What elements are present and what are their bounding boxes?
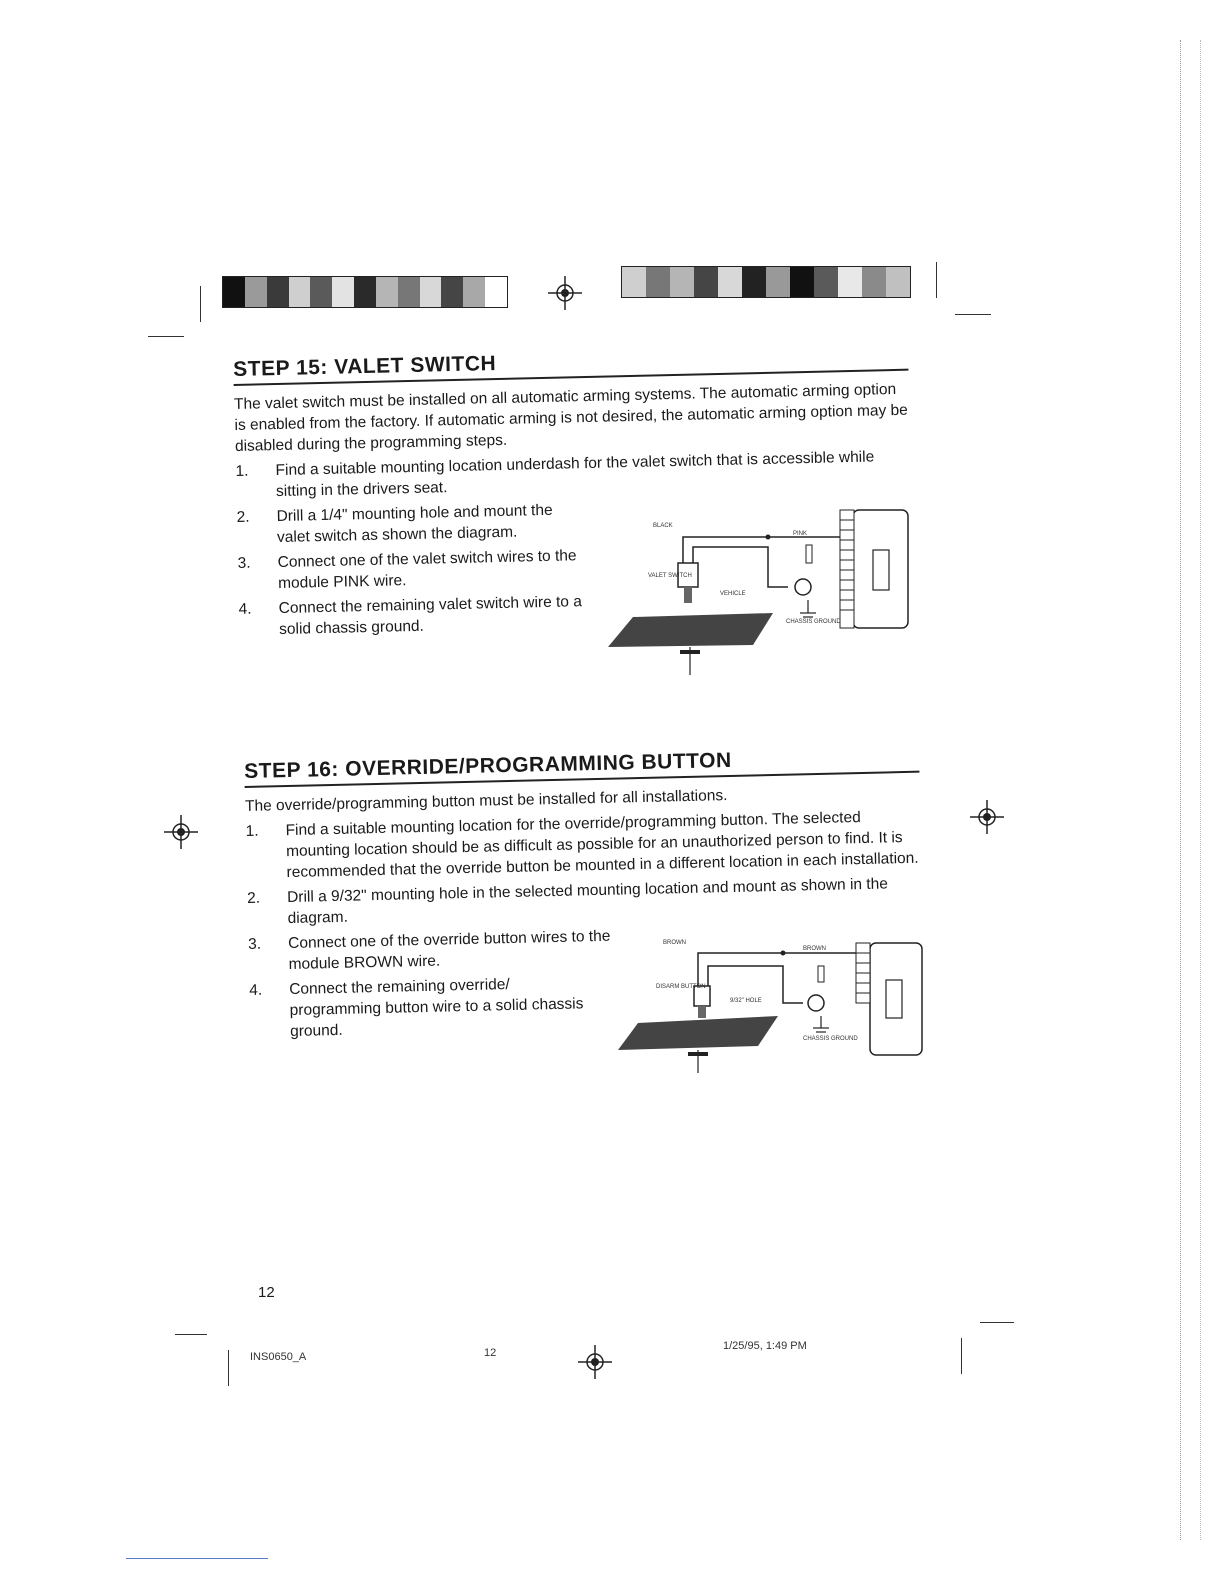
- crosshair-mark-bottom: [578, 1345, 612, 1379]
- ground-label: CHASSIS GROUND: [786, 619, 841, 625]
- step15-intro: The valet switch must be installed on all automatic arming systems. The automatic arming option is enabled from the factory. If automatic arming is not desired, the automatic arming option may be disabled during the programming steps.: [233, 380, 908, 455]
- color-swatch: [742, 267, 766, 297]
- color-swatch: [814, 267, 838, 297]
- page-edge-line: [1200, 40, 1202, 1540]
- step16-intro: The override/programming button must be installed for all installations.: [244, 787, 728, 815]
- registration-bar-right: [621, 266, 911, 298]
- list-item: 2. Drill a 1/4" mounting hole and mount the valet switch as shown the diagram.: [236, 501, 553, 547]
- crosshair-mark-top: [548, 276, 582, 310]
- step15-title: STEP 15: VALET SWITCH: [233, 343, 908, 386]
- list-item: 1. Find a suitable mounting location for the override/programming button. The selected mounting location should be as difficult as possible for an unauthorized person to find. It is recommended that the override button be mounted in a different location in each installation.: [245, 809, 919, 882]
- switch-label: VALET SWITCH: [648, 573, 692, 579]
- override-button-diagram: [618, 928, 928, 1078]
- color-swatch: [245, 277, 267, 307]
- color-swatch: [646, 267, 670, 297]
- color-swatch: [223, 277, 245, 307]
- color-swatch: [718, 267, 742, 297]
- crop-mark: [936, 262, 937, 298]
- bottom-rule: [126, 1558, 268, 1559]
- footer-date: 1/25/95, 1:49 PM: [723, 1340, 807, 1352]
- crop-mark: [200, 286, 201, 322]
- page-edge-line: [1180, 40, 1182, 1540]
- step16-title: STEP 16: OVERRIDE/PROGRAMMING BUTTON: [244, 745, 919, 788]
- vehicle-label: VEHICLE: [720, 591, 746, 597]
- list-item: 4. Connect the remaining override/ programming button wire to a solid chassis ground.: [249, 976, 584, 1041]
- wire-label-black: BLACK: [653, 523, 673, 529]
- wire-label-brown-right: BROWN: [803, 946, 826, 952]
- color-swatch: [485, 277, 507, 307]
- color-swatch: [838, 267, 862, 297]
- page-number: 12: [258, 1284, 275, 1301]
- crop-mark: [955, 314, 991, 315]
- crop-mark: [175, 1334, 207, 1335]
- ground-label: CHASSIS GROUND: [803, 1036, 858, 1042]
- hole-label: 9/32" HOLE: [730, 998, 762, 1004]
- crop-mark: [980, 1322, 1014, 1323]
- valet-switch-diagram: [608, 505, 918, 680]
- crop-mark: [148, 336, 184, 337]
- footer-file: INS0650_A: [250, 1351, 307, 1363]
- wire-label-brown-left: BROWN: [663, 940, 686, 946]
- footer-page: 12: [484, 1347, 497, 1359]
- color-swatch: [463, 277, 485, 307]
- switch-label: DISARM BUTTON: [656, 984, 706, 990]
- list-item: 1. Find a suitable mounting location underdash for the valet switch that is accessible while sitting in the drivers seat.: [235, 448, 875, 501]
- registration-bar-left: [222, 276, 508, 308]
- color-swatch: [886, 267, 910, 297]
- crop-mark: [228, 1350, 229, 1386]
- color-swatch: [622, 267, 646, 297]
- list-item: 2. Drill a 9/32" mounting hole in the selected mounting location and mount as shown in the diagram.: [246, 875, 889, 928]
- color-swatch: [354, 277, 376, 307]
- list-item: 3. Connect one of the valet switch wires to the module PINK wire.: [237, 547, 577, 593]
- color-swatch: [376, 277, 398, 307]
- list-item: 4. Connect the remaining valet switch wire to a solid chassis ground.: [238, 593, 583, 639]
- color-swatch: [862, 267, 886, 297]
- wire-label-pink: PINK: [793, 531, 808, 537]
- crop-mark: [961, 1338, 962, 1374]
- color-swatch: [670, 267, 694, 297]
- color-swatch: [766, 267, 790, 297]
- list-item: 3. Connect one of the override button wires to the module BROWN wire.: [247, 927, 611, 974]
- color-swatch: [441, 277, 463, 307]
- color-swatch: [420, 277, 442, 307]
- color-swatch: [398, 277, 420, 307]
- color-swatch: [310, 277, 332, 307]
- color-swatch: [289, 277, 311, 307]
- crosshair-mark-left: [164, 815, 198, 849]
- color-swatch: [694, 267, 718, 297]
- color-swatch: [332, 277, 354, 307]
- color-swatch: [790, 267, 814, 297]
- crosshair-mark-right: [970, 800, 1004, 834]
- color-swatch: [267, 277, 289, 307]
